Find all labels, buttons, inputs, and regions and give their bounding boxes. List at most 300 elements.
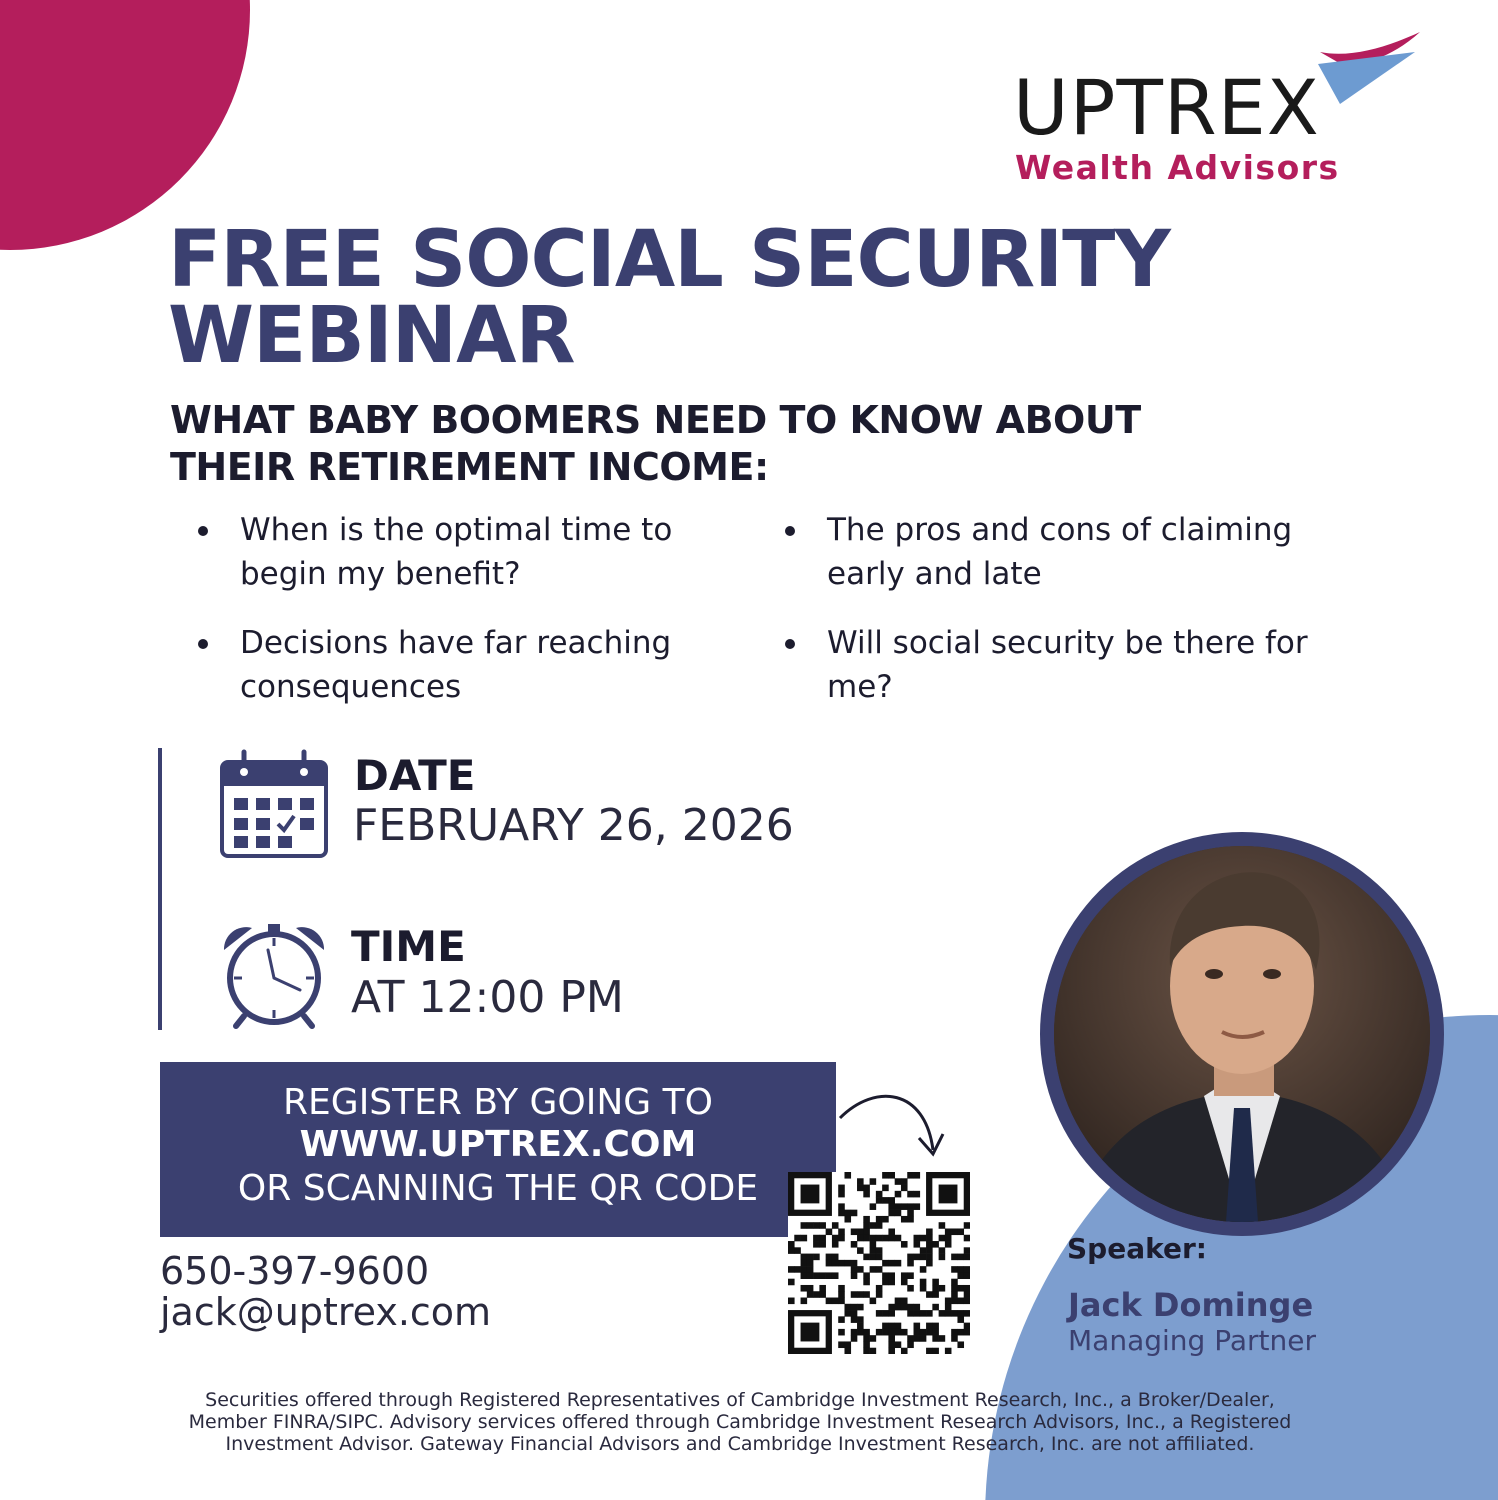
qr-module — [807, 1260, 814, 1267]
qr-module — [957, 1285, 964, 1292]
qr-module — [957, 1266, 964, 1273]
qr-module — [888, 1348, 895, 1354]
qr-module — [901, 1298, 908, 1305]
alarm-clock-icon — [218, 920, 330, 1030]
qr-module — [957, 1329, 964, 1336]
qr-module — [895, 1304, 902, 1311]
register-url-link[interactable]: WWW.UPTREX.COM — [299, 1124, 697, 1165]
qr-module — [926, 1247, 933, 1254]
qr-module — [945, 1241, 952, 1248]
qr-module — [964, 1272, 970, 1279]
qr-module — [838, 1341, 845, 1348]
info-divider — [158, 748, 162, 1030]
speaker-role: Managing Partner — [1068, 1324, 1316, 1357]
qr-module — [844, 1310, 851, 1317]
qr-module — [788, 1241, 795, 1248]
qr-module — [851, 1272, 858, 1279]
qr-module — [920, 1266, 927, 1273]
qr-module — [901, 1279, 908, 1286]
qr-module — [901, 1348, 908, 1354]
qr-module — [901, 1185, 908, 1192]
qr-module — [907, 1310, 914, 1317]
qr-module — [932, 1304, 939, 1311]
qr-module — [801, 1266, 808, 1273]
qr-module — [964, 1254, 970, 1261]
qr-module — [863, 1341, 870, 1348]
qr-finder-center — [801, 1323, 820, 1342]
qr-module — [876, 1222, 883, 1229]
qr-module — [813, 1235, 820, 1242]
qr-module — [876, 1235, 883, 1242]
qr-module — [870, 1348, 877, 1354]
qr-module — [888, 1304, 895, 1311]
time-value: AT 12:00 PM — [351, 972, 624, 1023]
qr-module — [863, 1185, 870, 1192]
qr-module — [801, 1272, 808, 1279]
qr-module — [857, 1304, 864, 1311]
qr-module — [888, 1272, 895, 1279]
qr-module — [901, 1203, 908, 1210]
date-label: DATE — [354, 751, 476, 800]
qr-code[interactable] — [788, 1172, 970, 1354]
qr-module — [851, 1304, 858, 1311]
qr-finder-center — [939, 1185, 958, 1204]
qr-module — [876, 1310, 883, 1317]
qr-module — [882, 1260, 889, 1267]
qr-module — [895, 1298, 902, 1305]
qr-module — [964, 1222, 970, 1229]
qr-module — [920, 1247, 927, 1254]
qr-module — [926, 1228, 933, 1235]
qr-module — [951, 1291, 958, 1298]
qr-module — [926, 1235, 933, 1242]
qr-module — [832, 1260, 839, 1267]
qr-module — [838, 1185, 845, 1192]
qr-module — [794, 1266, 801, 1273]
qr-module — [876, 1285, 883, 1292]
bullet-dot — [198, 526, 208, 536]
qr-module — [895, 1235, 902, 1242]
qr-module — [964, 1247, 970, 1254]
qr-module — [838, 1329, 845, 1336]
qr-module — [932, 1348, 939, 1354]
qr-module — [863, 1228, 870, 1235]
qr-module — [926, 1323, 933, 1330]
register-banner — [160, 1062, 836, 1237]
qr-module — [939, 1285, 946, 1292]
qr-module — [813, 1222, 820, 1229]
qr-module — [914, 1241, 921, 1248]
qr-module — [964, 1323, 970, 1330]
date-value: FEBRUARY 26, 2026 — [353, 800, 794, 851]
logo-tagline: Wealth Advisors — [1015, 148, 1340, 187]
qr-module — [857, 1235, 864, 1242]
qr-module — [882, 1310, 889, 1317]
qr-module — [926, 1254, 933, 1261]
qr-module — [926, 1291, 933, 1298]
qr-module — [920, 1254, 927, 1261]
qr-module — [888, 1310, 895, 1317]
contact-phone[interactable]: 650-397-9600 — [160, 1249, 430, 1293]
qr-module — [819, 1222, 826, 1229]
qr-module — [895, 1341, 902, 1348]
qr-module — [788, 1247, 795, 1254]
qr-module — [819, 1235, 826, 1242]
logo-wordmark: UPTREX — [1013, 63, 1320, 152]
qr-module — [907, 1172, 914, 1179]
qr-module — [945, 1310, 952, 1317]
qr-module — [882, 1323, 889, 1330]
qr-module — [882, 1197, 889, 1204]
bullet-text — [240, 621, 760, 709]
qr-module — [876, 1191, 883, 1198]
qr-module — [882, 1216, 889, 1223]
qr-module — [807, 1266, 814, 1273]
logo-swoosh-icon — [1310, 30, 1425, 110]
qr-module — [895, 1203, 902, 1210]
qr-module — [851, 1266, 858, 1273]
qr-module — [895, 1191, 902, 1198]
qr-module — [951, 1298, 958, 1305]
qr-module — [788, 1279, 795, 1286]
qr-module — [844, 1210, 851, 1217]
qr-module — [901, 1178, 908, 1185]
bullet-text-line: Will social security be there for — [827, 625, 1308, 661]
qr-module — [863, 1222, 870, 1229]
qr-module — [807, 1272, 814, 1279]
qr-module — [914, 1335, 921, 1342]
qr-module — [939, 1222, 946, 1229]
qr-module — [964, 1235, 970, 1242]
qr-module — [951, 1285, 958, 1292]
qr-module — [870, 1241, 877, 1248]
qr-module — [819, 1241, 826, 1248]
qr-module — [882, 1279, 889, 1286]
qr-finder-center — [801, 1185, 820, 1204]
qr-module — [807, 1254, 814, 1261]
qr-module — [857, 1266, 864, 1273]
qr-module — [819, 1272, 826, 1279]
qr-module — [964, 1285, 970, 1292]
qr-module — [876, 1291, 883, 1298]
qr-module — [888, 1172, 895, 1179]
qr-module — [844, 1260, 851, 1267]
qr-module — [957, 1254, 964, 1261]
qr-module — [857, 1291, 864, 1298]
qr-module — [844, 1304, 851, 1311]
qr-module — [832, 1241, 839, 1248]
qr-module — [863, 1348, 870, 1354]
qr-module — [882, 1272, 889, 1279]
qr-module — [857, 1316, 864, 1323]
qr-module — [838, 1291, 845, 1298]
qr-module — [920, 1335, 927, 1342]
qr-module — [888, 1210, 895, 1217]
qr-module — [907, 1203, 914, 1210]
qr-module — [945, 1235, 952, 1242]
qr-module — [832, 1298, 839, 1305]
qr-module — [813, 1272, 820, 1279]
qr-module — [888, 1323, 895, 1330]
qr-module — [945, 1298, 952, 1305]
company-logo — [1005, 30, 1425, 200]
decorative-corner-circle — [0, 0, 250, 250]
qr-module — [838, 1316, 845, 1323]
speaker-name: Jack Dominge — [1068, 1286, 1314, 1324]
qr-module — [926, 1241, 933, 1248]
qr-module — [826, 1260, 833, 1267]
qr-module — [914, 1310, 921, 1317]
qr-module — [876, 1216, 883, 1223]
qr-module — [851, 1210, 858, 1217]
qr-module — [863, 1272, 870, 1279]
qr-module — [939, 1235, 946, 1242]
qr-module — [801, 1254, 808, 1261]
bullet-text — [240, 508, 760, 596]
qr-module — [932, 1335, 939, 1342]
qr-module — [863, 1279, 870, 1286]
qr-module — [895, 1260, 902, 1267]
qr-module — [888, 1341, 895, 1348]
qr-module — [939, 1254, 946, 1261]
qr-module — [876, 1254, 883, 1261]
qr-module — [914, 1203, 921, 1210]
qr-module — [813, 1291, 820, 1298]
qr-module — [838, 1260, 845, 1267]
qr-module — [863, 1329, 870, 1336]
bullet-text — [827, 508, 1347, 596]
qr-module — [895, 1323, 902, 1330]
qr-module — [932, 1329, 939, 1336]
qr-module — [851, 1241, 858, 1248]
qr-module — [964, 1298, 970, 1305]
qr-module — [888, 1335, 895, 1342]
qr-module — [901, 1272, 908, 1279]
qr-module — [914, 1235, 921, 1242]
qr-module — [876, 1266, 883, 1273]
qr-module — [914, 1172, 921, 1179]
qr-module — [951, 1329, 958, 1336]
qr-module — [844, 1348, 851, 1354]
qr-module — [888, 1279, 895, 1286]
qr-module — [851, 1316, 858, 1323]
bullet-text-line: early and late — [827, 556, 1042, 592]
qr-module — [863, 1291, 870, 1298]
qr-module — [851, 1291, 858, 1298]
curved-arrow-icon — [835, 1088, 955, 1168]
qr-module — [957, 1298, 964, 1305]
qr-module — [801, 1235, 808, 1242]
qr-module — [794, 1235, 801, 1242]
qr-module — [863, 1191, 870, 1198]
qr-module — [920, 1310, 927, 1317]
qr-module — [863, 1335, 870, 1342]
qr-module — [870, 1335, 877, 1342]
qr-module — [920, 1329, 927, 1336]
qr-module — [888, 1203, 895, 1210]
qr-module — [851, 1228, 858, 1235]
bullet-text-line: consequences — [240, 669, 462, 705]
qr-module — [801, 1285, 808, 1292]
qr-module — [945, 1348, 952, 1354]
register-line-1: REGISTER BY GOING TO — [283, 1082, 713, 1123]
qr-module — [964, 1329, 970, 1336]
qr-module — [863, 1254, 870, 1261]
qr-module — [819, 1285, 826, 1292]
qr-module — [957, 1341, 964, 1348]
qr-module — [901, 1216, 908, 1223]
qr-module — [882, 1329, 889, 1336]
qr-module — [857, 1329, 864, 1336]
qr-module — [888, 1197, 895, 1204]
qr-module — [926, 1348, 933, 1354]
qr-module — [951, 1335, 958, 1342]
qr-module — [838, 1235, 845, 1242]
qr-module — [826, 1228, 833, 1235]
qr-module — [870, 1266, 877, 1273]
qr-module — [907, 1335, 914, 1342]
qr-module — [920, 1285, 927, 1292]
qr-module — [838, 1298, 845, 1305]
qr-module — [876, 1329, 883, 1336]
qr-module — [907, 1260, 914, 1267]
bullet-text-line: Decisions have far reaching — [240, 625, 672, 661]
qr-module — [895, 1329, 902, 1336]
qr-module — [870, 1254, 877, 1261]
qr-module — [813, 1254, 820, 1261]
qr-module — [838, 1210, 845, 1217]
qr-module — [807, 1222, 814, 1229]
qr-module — [957, 1310, 964, 1317]
qr-module — [826, 1272, 833, 1279]
qr-module — [851, 1335, 858, 1342]
qr-module — [939, 1247, 946, 1254]
qr-module — [907, 1254, 914, 1261]
contact-email[interactable]: jack@uptrex.com — [160, 1290, 492, 1334]
qr-module — [957, 1272, 964, 1279]
qr-module — [926, 1260, 933, 1267]
register-line-3: OR SCANNING THE QR CODE — [237, 1168, 759, 1209]
bullet-dot — [785, 639, 795, 649]
qr-module — [870, 1203, 877, 1210]
qr-module — [907, 1285, 914, 1292]
qr-module — [951, 1254, 958, 1261]
qr-module — [926, 1310, 933, 1317]
qr-module — [939, 1310, 946, 1317]
subtitle-line-1: WHAT BABY BOOMERS NEED TO KNOW ABOUT — [170, 398, 1141, 442]
qr-module — [914, 1329, 921, 1336]
qr-module — [951, 1228, 958, 1235]
qr-module — [932, 1285, 939, 1292]
qr-module — [932, 1279, 939, 1286]
bullet-dot — [198, 639, 208, 649]
qr-module — [888, 1329, 895, 1336]
qr-module — [801, 1260, 808, 1267]
disclaimer-line: Securities offered through Registered Representatives of Cambridge Investment Research, Inc., a Broker/Dealer, — [205, 1389, 1275, 1411]
qr-module — [882, 1185, 889, 1192]
qr-module — [851, 1310, 858, 1317]
qr-module — [838, 1285, 845, 1292]
disclaimer-line: Investment Advisor. Gateway Financial Advisors and Cambridge Investment Research, Inc. are not affiliated. — [225, 1433, 1255, 1455]
bullet-text-line: The pros and cons of claiming — [827, 512, 1293, 548]
qr-module — [844, 1172, 851, 1179]
qr-module — [838, 1203, 845, 1210]
qr-module — [907, 1210, 914, 1217]
qr-module — [920, 1279, 927, 1286]
qr-module — [857, 1178, 864, 1185]
qr-module — [957, 1316, 964, 1323]
qr-module — [851, 1260, 858, 1267]
qr-module — [838, 1191, 845, 1198]
speaker-label: Speaker: — [1067, 1232, 1207, 1265]
qr-module — [851, 1329, 858, 1336]
qr-module — [832, 1254, 839, 1261]
qr-module — [920, 1235, 927, 1242]
qr-module — [870, 1247, 877, 1254]
qr-module — [876, 1197, 883, 1204]
qr-module — [832, 1222, 839, 1229]
page-title — [168, 215, 1170, 381]
qr-module — [907, 1304, 914, 1311]
qr-module — [939, 1335, 946, 1342]
qr-module — [801, 1298, 808, 1305]
qr-module — [832, 1272, 839, 1279]
qr-module — [857, 1323, 864, 1330]
qr-module — [901, 1329, 908, 1336]
qr-module — [945, 1304, 952, 1311]
qr-module — [926, 1329, 933, 1336]
subtitle-line-2: THEIR RETIREMENT INCOME: — [170, 445, 769, 489]
qr-module — [876, 1247, 883, 1254]
qr-module — [819, 1291, 826, 1298]
qr-module — [870, 1178, 877, 1185]
bullet-text-line: begin my benefit? — [240, 556, 521, 592]
qr-module — [914, 1304, 921, 1311]
qr-module — [957, 1228, 964, 1235]
qr-module — [888, 1228, 895, 1235]
qr-module — [826, 1298, 833, 1305]
qr-module — [951, 1266, 958, 1273]
qr-module — [807, 1285, 814, 1292]
title-line-2: WEBINAR — [168, 291, 575, 381]
title-line-1: FREE SOCIAL SECURITY — [168, 215, 1170, 305]
qr-module — [863, 1216, 870, 1223]
qr-module — [901, 1241, 908, 1248]
qr-module — [964, 1266, 970, 1273]
qr-module — [838, 1228, 845, 1235]
qr-module — [788, 1266, 795, 1273]
qr-module — [863, 1235, 870, 1242]
qr-module — [857, 1185, 864, 1192]
legal-disclaimer — [140, 1389, 1340, 1455]
qr-module — [870, 1298, 877, 1305]
qr-module — [807, 1291, 814, 1298]
qr-module — [832, 1235, 839, 1242]
qr-module — [907, 1341, 914, 1348]
qr-module — [882, 1172, 889, 1179]
qr-module — [907, 1272, 914, 1279]
bullet-dot — [785, 526, 795, 536]
qr-module — [870, 1222, 877, 1229]
qr-module — [857, 1228, 864, 1235]
qr-module — [794, 1247, 801, 1254]
calendar-icon — [218, 748, 330, 860]
bullet-text — [827, 621, 1347, 709]
qr-module — [914, 1191, 921, 1198]
qr-module — [801, 1222, 808, 1229]
qr-module — [964, 1310, 970, 1317]
disclaimer-line: Member FINRA/SIPC. Advisory services offered through Cambridge Investment Research Advisors, Inc., a Registered — [188, 1411, 1292, 1433]
